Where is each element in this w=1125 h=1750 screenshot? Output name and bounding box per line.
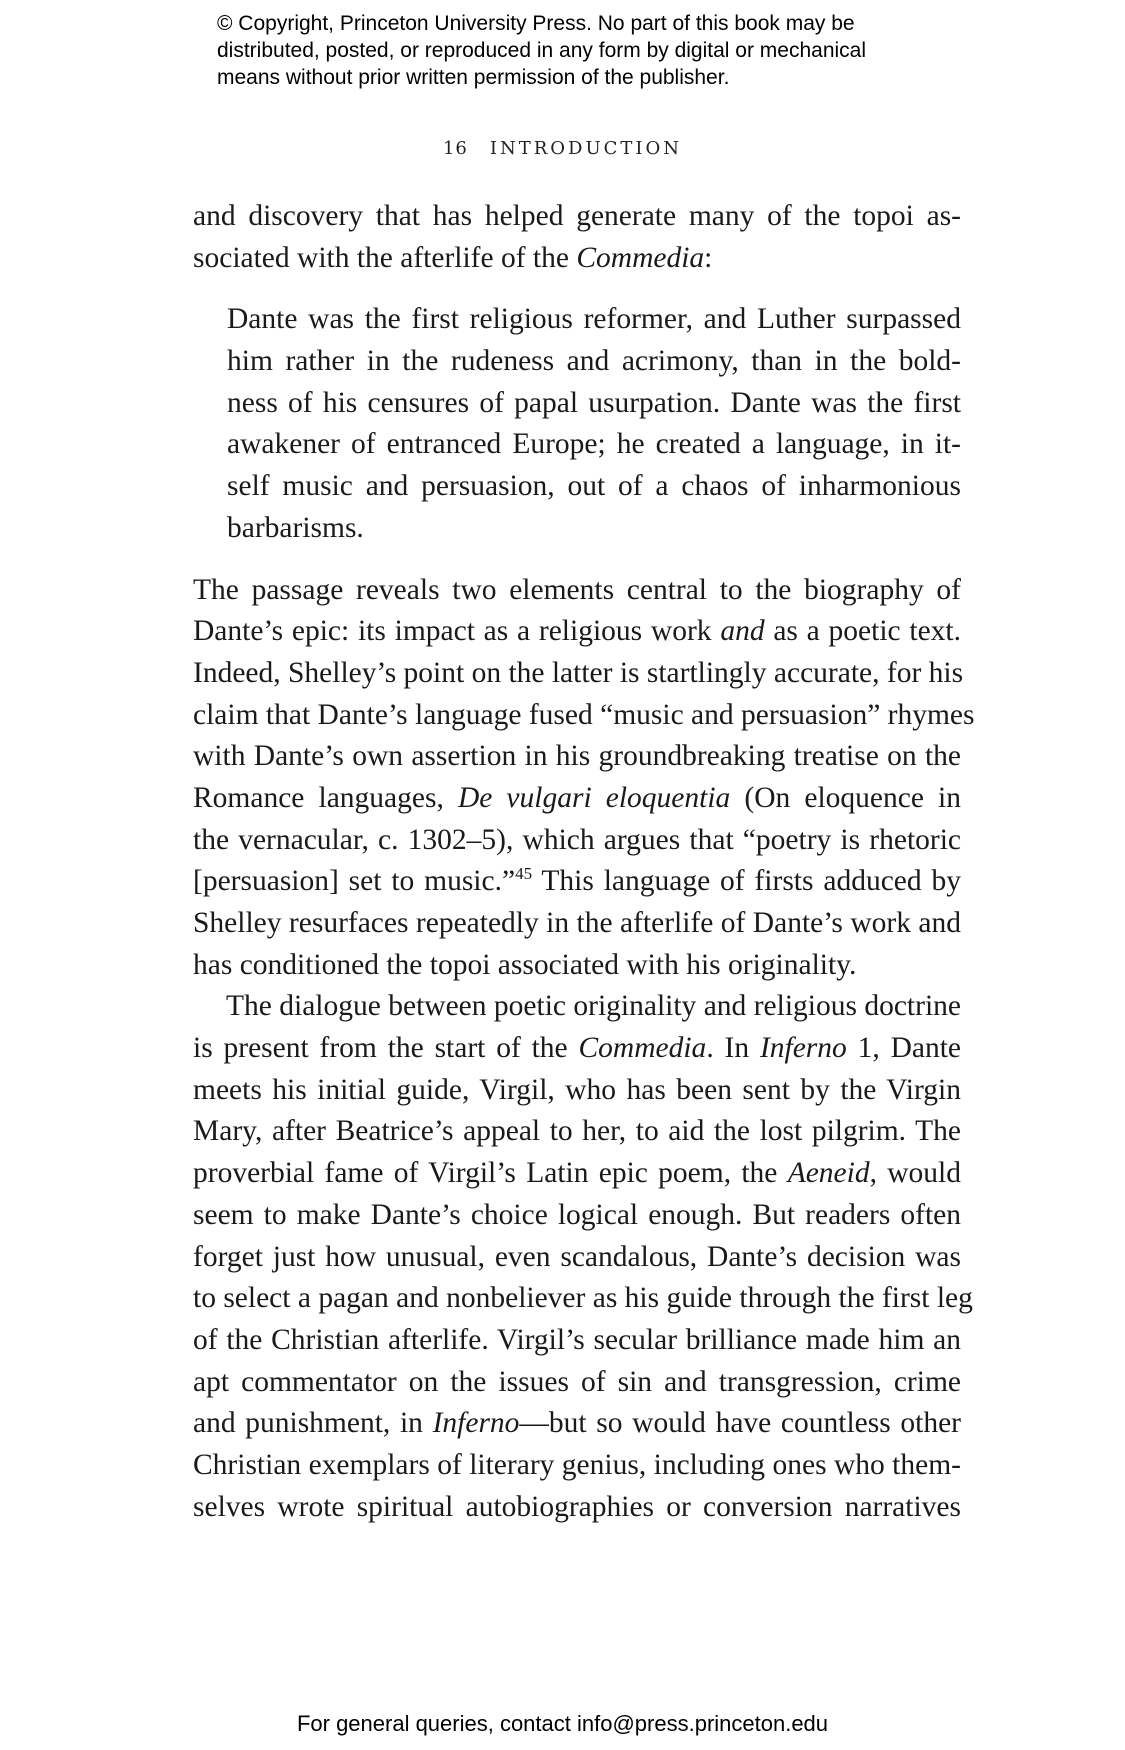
page-number: 16 — [442, 138, 468, 159]
copyright-notice — [217, 10, 937, 91]
text-line: and discovery that has helped generate many of the topoi as- — [193, 200, 961, 232]
quote-line: ness of his censures of papal usurpation. Dante was the first — [227, 386, 961, 419]
text-line: forget just how unusual, even scandalous, Dante’s decision was — [193, 1240, 961, 1273]
title-italic: Commedia — [576, 241, 705, 274]
text-line: Christian exemplars of literary genius, including ones who them- — [193, 1448, 961, 1481]
text-line: meets his initial guide, Virgil, who has been sent by the Virgin — [193, 1073, 961, 1106]
footnote-marker: 45 — [515, 864, 533, 884]
text-line: of the Christian afterlife. Virgil’s secular brilliance made him an — [193, 1323, 961, 1356]
paragraph — [193, 986, 973, 1528]
quote-line: him rather in the rudeness and acrimony, than in the bold- — [227, 345, 961, 378]
text-line: seem to make Dante’s choice logical enough. But readers often — [193, 1198, 961, 1231]
text-line: has conditioned the topoi associated with his originality. — [193, 948, 857, 981]
text-line: Shelley resurfaces repeatedly in the afterlife of Dante’s work and — [193, 907, 961, 939]
quote-line: Dante was the first religious reformer, and Luther surpassed — [227, 303, 961, 336]
text-line: to select a pagan and nonbeliever as his guide through the first leg — [193, 1282, 973, 1315]
paragraph-continued — [193, 196, 961, 279]
text-line: selves wrote spiritual autobiographies or conversion narratives — [193, 1490, 961, 1523]
copyright-line: means without prior written permission of the publisher. — [217, 66, 730, 89]
text-line: Dante’s epic: its impact as a religious work and as a poetic text. — [193, 615, 962, 648]
text-line: apt commentator on the issues of sin and transgression, crime — [193, 1365, 961, 1398]
copyright-line: distributed, posted, or reproduced in any form by digital or mechanical — [217, 39, 867, 62]
text-line: Indeed, Shelley’s point on the latter is startlingly accurate, for his — [193, 656, 964, 689]
quote-line: awakener of entranced Europe; he created a language, in it- — [227, 428, 961, 461]
block-quote — [193, 299, 961, 549]
text-line: sociated with the afterlife of the Commedia: — [193, 241, 713, 274]
text-line: The passage reveals two elements central to the biography of — [193, 573, 961, 606]
text-line: with Dante’s own assertion in his groundbreaking treatise on the — [193, 740, 961, 773]
footer-contact: For general queries, contact info@press.princeton.edu — [296, 1711, 829, 1736]
text-line: claim that Dante’s language fused “music and persuasion” rhymes — [193, 698, 975, 731]
quote-line: barbarisms. — [227, 511, 364, 544]
text-line: Mary, after Beatrice’s appeal to her, to aid the lost pilgrim. The — [193, 1115, 961, 1148]
text-line: [persuasion] set to music.”$^{45}$ This language of firsts adduced by — [193, 864, 961, 898]
copyright-line: © Copyright, Princeton University Press. No part of this book may be — [217, 12, 855, 35]
quote-line: self music and persuasion, out of a chaos of inharmonious — [227, 470, 961, 503]
body-text — [193, 196, 975, 1528]
text-line: the vernacular, c. 1302–5), which argues that “poetry is rhetoric — [193, 823, 961, 856]
running-head — [0, 138, 1125, 159]
text-line: The dialogue between poetic originality and religious doctrine — [226, 990, 961, 1023]
chapter-title: INTRODUCTION — [489, 138, 683, 159]
paragraph — [193, 570, 975, 987]
text-line: Romance languages, De vulgari eloquentia (On eloquence in — [193, 781, 961, 814]
text-line: is present from the start of the Commedia. In Inferno 1, Dante — [193, 1032, 962, 1065]
text-line: proverbial fame of Virgil’s Latin epic poem, the Aeneid, would — [193, 1157, 962, 1190]
text-line: and punishment, in Inferno—but so would have countless other — [193, 1407, 961, 1440]
